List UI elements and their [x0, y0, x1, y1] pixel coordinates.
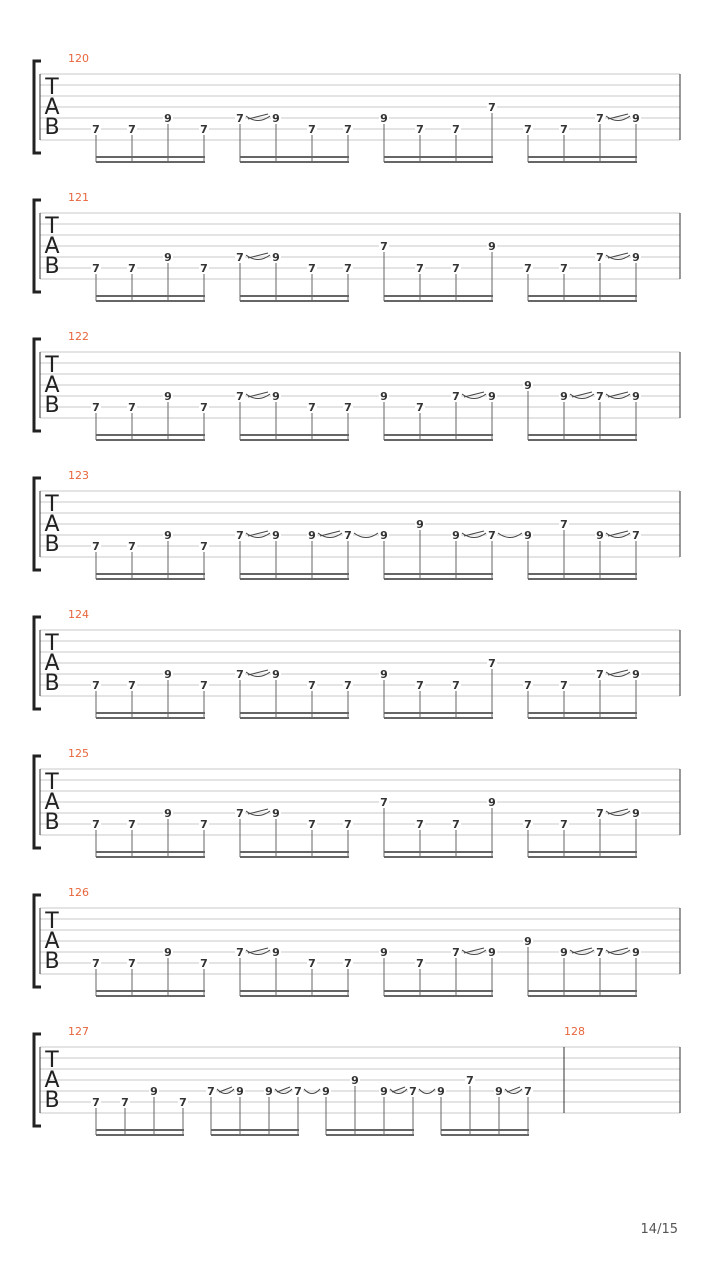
fret-number: 7: [596, 946, 604, 959]
fret-number: 9: [488, 946, 496, 959]
fret-number: 9: [560, 946, 568, 959]
beam: [528, 439, 637, 441]
fret-number: 9: [488, 240, 496, 253]
fret-number: 7: [308, 679, 316, 692]
beam: [384, 712, 493, 714]
fret-number: 7: [380, 240, 388, 253]
beam: [96, 578, 205, 580]
fret-number: 7: [416, 957, 424, 970]
fret-number: 7: [200, 123, 208, 136]
beam: [96, 295, 205, 297]
fret-number: 7: [488, 657, 496, 670]
tab-clef-letter: T: [45, 75, 59, 100]
beam: [528, 300, 637, 302]
fret-number: 7: [207, 1085, 215, 1098]
fret-number: 9: [524, 529, 532, 542]
beam: [240, 578, 349, 580]
beam: [384, 990, 493, 992]
fret-number: 7: [128, 401, 136, 414]
beam: [384, 295, 493, 297]
tab-clef-letter: B: [44, 532, 60, 557]
fret-number: 7: [308, 123, 316, 136]
fret-number: 9: [452, 529, 460, 542]
fret-number: 9: [632, 390, 640, 403]
tab-system: [34, 886, 680, 997]
beam: [96, 851, 205, 853]
fret-number: 9: [380, 112, 388, 125]
fret-number: 9: [524, 935, 532, 948]
tab-clef-letter: A: [44, 512, 60, 537]
fret-number: 9: [632, 807, 640, 820]
fret-number: 7: [308, 262, 316, 275]
fret-number: 7: [344, 818, 352, 831]
fret-number: 7: [236, 112, 244, 125]
beam: [96, 1134, 184, 1136]
fret-number: 7: [236, 946, 244, 959]
beam: [384, 717, 493, 719]
beam: [528, 156, 637, 158]
fret-number: 9: [164, 251, 172, 264]
fret-number: 7: [128, 818, 136, 831]
fret-number: 9: [351, 1074, 359, 1087]
fret-number: 7: [236, 807, 244, 820]
fret-number: 7: [596, 112, 604, 125]
beam: [96, 434, 205, 436]
beam: [528, 717, 637, 719]
beam: [240, 990, 349, 992]
fret-number: 7: [294, 1085, 302, 1098]
fret-number: 7: [524, 123, 532, 136]
fret-number: 7: [128, 123, 136, 136]
fret-number: 7: [308, 957, 316, 970]
beam: [240, 851, 349, 853]
measure-number: 123: [68, 469, 89, 482]
fret-number: 9: [488, 796, 496, 809]
tab-system: [34, 52, 680, 163]
fret-number: 7: [416, 679, 424, 692]
fret-number: 7: [236, 390, 244, 403]
measure-number: 127: [68, 1025, 89, 1038]
fret-number: 7: [128, 679, 136, 692]
measure-number: 124: [68, 608, 89, 621]
fret-number: 9: [380, 1085, 388, 1098]
fret-number: 7: [92, 818, 100, 831]
fret-number: 7: [416, 123, 424, 136]
fret-number: 7: [596, 390, 604, 403]
fret-number: 7: [344, 529, 352, 542]
tab-clef-letter: B: [44, 115, 60, 140]
fret-number: 9: [560, 390, 568, 403]
beam: [384, 300, 493, 302]
page-number: 14/15: [640, 1222, 678, 1237]
fret-number: 7: [92, 679, 100, 692]
beam: [528, 990, 637, 992]
fret-number: 9: [632, 668, 640, 681]
fret-number: 7: [128, 262, 136, 275]
beam: [528, 995, 637, 997]
tab-clef-letter: T: [45, 770, 59, 795]
beam: [96, 1129, 184, 1131]
beam: [96, 300, 205, 302]
fret-number: 7: [236, 668, 244, 681]
beam: [384, 161, 493, 163]
fret-number: 7: [128, 957, 136, 970]
fret-number: 7: [596, 668, 604, 681]
fret-number: 7: [560, 262, 568, 275]
beam: [384, 156, 493, 158]
fret-number: 9: [164, 807, 172, 820]
beam: [441, 1134, 529, 1136]
fret-number: 9: [380, 529, 388, 542]
fret-number: 7: [308, 401, 316, 414]
fret-number: 7: [308, 818, 316, 831]
fret-number: 7: [452, 262, 460, 275]
beam: [96, 161, 205, 163]
fret-number: 7: [560, 818, 568, 831]
tab-clef-letter: A: [44, 651, 60, 676]
tab-clef-letter: B: [44, 810, 60, 835]
fret-number: 9: [272, 946, 280, 959]
beam: [96, 990, 205, 992]
beam: [240, 717, 349, 719]
tab-clef-letter: T: [45, 1048, 59, 1073]
fret-number: 7: [200, 679, 208, 692]
beam: [528, 434, 637, 436]
tab-clef-letter: A: [44, 790, 60, 815]
beam: [384, 573, 493, 575]
beam: [240, 295, 349, 297]
beam: [96, 712, 205, 714]
fret-number: 7: [560, 123, 568, 136]
fret-number: 7: [560, 679, 568, 692]
beam: [528, 295, 637, 297]
tab-system: [34, 747, 680, 858]
fret-number: 7: [596, 807, 604, 820]
tab-clef-letter: A: [44, 95, 60, 120]
fret-number: 7: [560, 518, 568, 531]
beam: [384, 578, 493, 580]
fret-number: 7: [380, 796, 388, 809]
beam: [96, 439, 205, 441]
tab-clef-letter: A: [44, 1068, 60, 1093]
tab-system: [34, 191, 680, 302]
beam: [240, 856, 349, 858]
fret-number: 9: [272, 251, 280, 264]
tab-clef-letter: B: [44, 393, 60, 418]
fret-number: 9: [265, 1085, 273, 1098]
fret-number: 9: [380, 668, 388, 681]
fret-number: 7: [344, 401, 352, 414]
beam: [384, 851, 493, 853]
fret-number: 9: [596, 529, 604, 542]
beam: [240, 995, 349, 997]
fret-number: 7: [416, 818, 424, 831]
beam: [384, 439, 493, 441]
fret-number: 7: [524, 679, 532, 692]
fret-number: 9: [164, 668, 172, 681]
fret-number: 7: [596, 251, 604, 264]
tab-clef-letter: A: [44, 234, 60, 259]
fret-number: 7: [344, 679, 352, 692]
fret-number: 9: [632, 251, 640, 264]
fret-number: 7: [632, 529, 640, 542]
fret-number: 7: [416, 401, 424, 414]
fret-number: 9: [272, 668, 280, 681]
fret-number: 9: [495, 1085, 503, 1098]
tab-system: [34, 1025, 680, 1136]
fret-number: 7: [452, 123, 460, 136]
beam: [240, 300, 349, 302]
beam: [528, 712, 637, 714]
beam: [384, 434, 493, 436]
fret-number: 7: [524, 262, 532, 275]
fret-number: 9: [164, 390, 172, 403]
fret-number: 7: [92, 123, 100, 136]
fret-number: 9: [150, 1085, 158, 1098]
beam: [326, 1129, 414, 1131]
fret-number: 7: [452, 679, 460, 692]
beam: [384, 856, 493, 858]
fret-number: 7: [344, 123, 352, 136]
beam: [528, 573, 637, 575]
measure-number: 120: [68, 52, 89, 65]
fret-number: 7: [524, 818, 532, 831]
tab-system: [34, 608, 680, 719]
tab-clef-letter: T: [45, 631, 59, 656]
beam: [441, 1129, 529, 1131]
fret-number: 7: [92, 401, 100, 414]
fret-number: 9: [322, 1085, 330, 1098]
tab-system: [34, 469, 680, 580]
fret-number: 9: [416, 518, 424, 531]
fret-number: 7: [92, 262, 100, 275]
beam: [96, 995, 205, 997]
tab-clef-letter: T: [45, 214, 59, 239]
fret-number: 7: [121, 1096, 129, 1109]
beam: [240, 156, 349, 158]
fret-number: 9: [632, 946, 640, 959]
tab-clef-letter: B: [44, 671, 60, 696]
beam: [240, 573, 349, 575]
fret-number: 7: [179, 1096, 187, 1109]
fret-number: 9: [380, 390, 388, 403]
fret-number: 7: [344, 957, 352, 970]
fret-number: 9: [308, 529, 316, 542]
fret-number: 7: [236, 529, 244, 542]
beam: [528, 856, 637, 858]
fret-number: 7: [200, 540, 208, 553]
fret-number: 9: [236, 1085, 244, 1098]
beam: [211, 1134, 299, 1136]
measure-number: 121: [68, 191, 89, 204]
fret-number: 9: [488, 390, 496, 403]
measure-number: 125: [68, 747, 89, 760]
fret-number: 7: [488, 529, 496, 542]
beam: [528, 851, 637, 853]
fret-number: 7: [524, 1085, 532, 1098]
beam: [96, 573, 205, 575]
beam: [240, 439, 349, 441]
measure-number: 122: [68, 330, 89, 343]
beam: [96, 856, 205, 858]
fret-number: 7: [452, 946, 460, 959]
fret-number: 7: [200, 957, 208, 970]
tab-clef-letter: T: [45, 353, 59, 378]
fret-number: 9: [272, 529, 280, 542]
fret-number: 9: [164, 112, 172, 125]
fret-number: 7: [409, 1085, 417, 1098]
fret-number: 7: [200, 818, 208, 831]
measure-number: 128: [564, 1025, 585, 1038]
fret-number: 9: [632, 112, 640, 125]
tab-clef-letter: T: [45, 909, 59, 934]
fret-number: 7: [200, 401, 208, 414]
beam: [96, 156, 205, 158]
fret-number: 7: [92, 957, 100, 970]
beam: [326, 1134, 414, 1136]
beam: [211, 1129, 299, 1131]
fret-number: 7: [488, 101, 496, 114]
tab-clef-letter: B: [44, 1088, 60, 1113]
beam: [240, 712, 349, 714]
fret-number: 9: [272, 112, 280, 125]
fret-number: 9: [272, 807, 280, 820]
fret-number: 7: [92, 1096, 100, 1109]
fret-number: 7: [452, 390, 460, 403]
beam: [96, 717, 205, 719]
tab-system: [34, 330, 680, 441]
fret-number: 7: [416, 262, 424, 275]
fret-number: 9: [272, 390, 280, 403]
fret-number: 7: [200, 262, 208, 275]
beam: [240, 434, 349, 436]
beam: [384, 995, 493, 997]
fret-number: 9: [437, 1085, 445, 1098]
fret-number: 7: [466, 1074, 474, 1087]
tab-clef-letter: T: [45, 492, 59, 517]
beam: [528, 578, 637, 580]
fret-number: 9: [164, 946, 172, 959]
beam: [528, 161, 637, 163]
fret-number: 9: [524, 379, 532, 392]
fret-number: 7: [452, 818, 460, 831]
fret-number: 7: [92, 540, 100, 553]
tab-clef-letter: A: [44, 929, 60, 954]
fret-number: 9: [164, 529, 172, 542]
measure-number: 126: [68, 886, 89, 899]
tab-clef-letter: B: [44, 254, 60, 279]
fret-number: 7: [344, 262, 352, 275]
tab-clef-letter: B: [44, 949, 60, 974]
fret-number: 7: [236, 251, 244, 264]
fret-number: 9: [380, 946, 388, 959]
tab-clef-letter: A: [44, 373, 60, 398]
fret-number: 7: [128, 540, 136, 553]
beam: [240, 161, 349, 163]
